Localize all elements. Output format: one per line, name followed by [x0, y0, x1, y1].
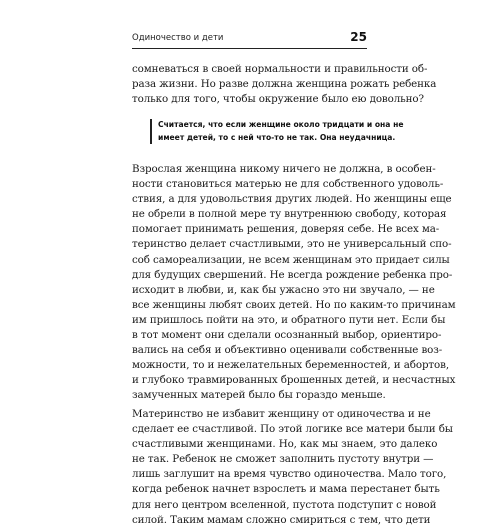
pull-quote-line: имеет детей, то с ней что-то не так. Она неудачница.	[158, 132, 396, 142]
text-line: соб самореализации, не всем женщинам это придает силы	[132, 253, 450, 266]
text-line: вались на себя и объективно оценивали собственные воз-	[132, 344, 443, 357]
text-line: ствия, а для удовольствия других людей. Но женщины еще	[132, 193, 452, 206]
pull-quote	[150, 119, 404, 144]
page-number: 25	[350, 30, 367, 44]
text-line: Взрослая женщина никому ничего не должна, в особен-	[132, 163, 436, 175]
text-line: и глубоко травмированных брошенных детей, и несчастных	[132, 374, 456, 387]
text-line: им пришлось пойти на это, и обратного пути нет. Если бы	[132, 313, 446, 326]
text-line: не так. Ребенок не сможет заполнить пустоту внутри —	[132, 453, 434, 466]
intro-paragraph	[132, 62, 437, 107]
text-line: можности, то и нежелательных беременностей, и абортов,	[132, 359, 450, 372]
text-line: все женщины любят своих детей. Но по каким-то причинам	[132, 298, 456, 311]
paragraph-2	[132, 407, 453, 528]
text-line: силой. Таким мамам сложно смириться с тем, что дети	[132, 513, 431, 526]
text-line: в тот момент они сделали осознанный выбор, ориентиро-	[132, 329, 442, 342]
text-line: помогает принимать решения, доверяя себе. Не всех ма-	[132, 223, 440, 236]
text-line: только для того, чтобы окружение было ею довольно?	[132, 93, 424, 106]
text-line: когда ребенок начнет взрослеть и мама перестанет быть	[132, 483, 440, 496]
text-line: Материнство не избавит женщину от одиночества и не	[132, 408, 431, 420]
text-line: сомневаться в своей нормальности и правильности об-	[132, 63, 428, 75]
running-head-title: Одиночество и дети	[132, 33, 224, 43]
text-line: ности становиться матерью не для собственного удоволь-	[132, 178, 444, 191]
paragraph-1	[132, 162, 456, 404]
text-line: раза жизни. Но разве должна женщина рожать ребенка	[132, 78, 437, 91]
header-rule	[132, 48, 367, 49]
text-line: сделает ее счастливой. По этой логике все матери были бы	[132, 423, 453, 436]
text-line: счастливыми женщинами. Но, как мы знаем, это далеко	[132, 438, 438, 451]
text-line: лишь заглушит на время чувство одиночества. Мало того,	[132, 468, 447, 481]
text-line: замученных матерей было бы гораздо меньше.	[132, 389, 386, 402]
text-line: для него центром вселенной, пустота подступит с новой	[132, 498, 437, 511]
pull-quote-line: Считается, что если женщине около тридцати и она не	[158, 120, 404, 129]
text-line: исходит в любви, и, как бы ужасно это ни звучало, — не	[132, 283, 435, 296]
text-line: для будущих свершений. Не всегда рождение ребенка про-	[132, 268, 453, 281]
text-line: теринство делает счастливыми, это не универсальный спо-	[132, 238, 452, 251]
text-line: не обрели в полной мере ту внутреннюю свободу, которая	[132, 208, 447, 221]
